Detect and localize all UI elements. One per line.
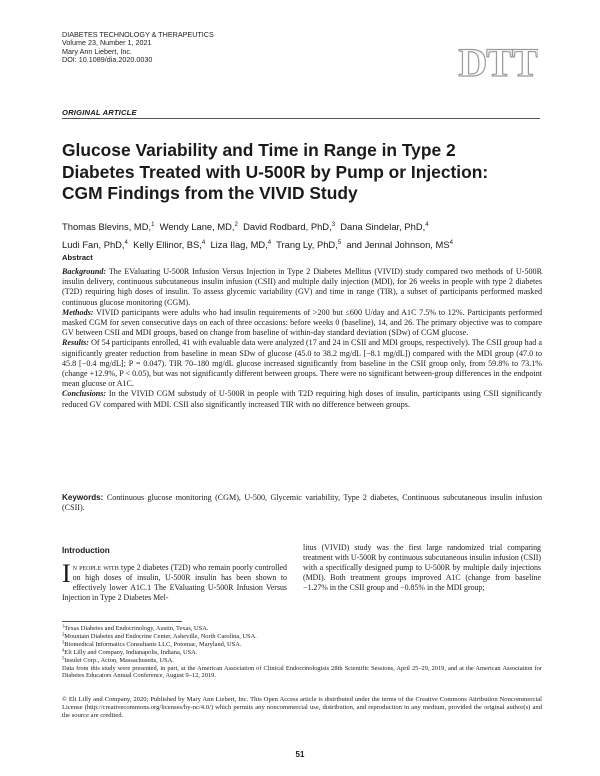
drop-cap: I [62, 559, 71, 588]
journal-name: DIABETES TECHNOLOGY & THERAPEUTICS [62, 30, 214, 39]
affiliation-footnote: $^1$Texas Diabetes and Endocrinology, Austin, Texas, USA. [62, 623, 209, 632]
article-title: Glucose Variability and Time in Range in Type 2 Diabetes Treated with U-500R by Pump or Injection: CGM Findings from the VIVID Study [62, 140, 489, 203]
abstract-heading: Abstract [62, 253, 93, 262]
author: Dana Sindelar, PhD,$^4$ [340, 221, 429, 232]
author: Thomas Blevins, MD,$^1$ [62, 221, 155, 232]
affiliation-footnote: $^2$Mountain Diabetes and Endocrine Center, Asheville, North Carolina, USA. [62, 631, 257, 640]
author: David Rodbard, PhD,$^3$ [243, 221, 336, 232]
abstract-background: Background: The EValuating U-500R Infusion Versus Injection in Type 2 Diabetes Mellitus (VIVID) study compared two methods of U-500R insulin delivery, continuous subcutaneous insulin infusion (CSII) and multiple daily injection (MDI), for 26 weeks in people with type 2 diabetes (T2D) requiring high doses of insulin. To assess glycemic variability (GV) and time in range (TIR), a subset of participants performed masked continuous glucose monitoring (CGM). [62, 267, 542, 307]
abstract-body [62, 267, 542, 410]
license-notice: © Eli Lilly and Company, 2020; Published by Mary Ann Liebert, Inc. This Open Access article is distributed under the terms of the Creative Commons Attribution Noncommercial License (http://creativecommons.org/licenses/by-nc/4.0/) which permits any noncommercial use, distribution, and reproduction in any medium, provided the original author(s) and the source are credited. [62, 696, 542, 719]
abstract-methods: Methods: VIVID participants were adults who had insulin requirements of >200 but ≤600 U/day and A1C 7.5% to 12%. Participants performed masked CGM for seven consecutive days on each of three occasions: before weeks 0 (baseline), 14, and 26. The primary objective was to compare GV between CSII and MDI groups, based on change from baseline of within-day standard deviation (SDw) of CGM glucose. [62, 307, 542, 338]
abstract-conclusions: Conclusions: In the VIVID CGM substudy of U-500R in people with T2D requiring high doses of insulin, participants using CSII significantly reduced GV compared with MDI. CSII also significantly increased TIR with no difference between groups. [62, 389, 542, 409]
page-number: 51 [295, 750, 305, 759]
footnote-divider [62, 621, 182, 622]
lead-in: n people with [72, 563, 119, 572]
journal-logo [458, 40, 538, 84]
author: Liza Ilag, MD,$^4$ [210, 238, 272, 250]
introduction-right-column: litus (VIVID) study was the first large randomized trial comparing treatment with U-500R by continuous subcutaneous insulin infusion (CSII) with a specifically designed pump to U-500R by multiple daily injections (MDI). Both treatment groups improved A1C (change from baseline −1.27% in the CSII group and −0.85% in the MDI group; [303, 543, 541, 593]
introduction-heading: Introduction [62, 546, 110, 555]
author: Trang Ly, PhD,$^5$ [276, 238, 342, 250]
journal-volume: Volume 23, Number 1, 2021 [62, 38, 152, 48]
affiliation-footnote: $^4$Eli Lilly and Company, Indianapolis, Indiana, USA. [62, 647, 198, 656]
presentation-note: Data from this study were presented, in part, at the American Association of Clinical Endocrinologists 28th Scientific Sessions, April 25–29, 2019, and at the American Association for Diabetes Educators Annual Conference, August 9–12, 2019. [62, 664, 542, 680]
author: Wendy Lane, MD,$^2$ [159, 221, 238, 232]
journal-doi: DOI: 10.1089/dia.2020.0030 [62, 54, 153, 64]
abstract-results: Results: Of 54 participants enrolled, 41 with evaluable data were analyzed (17 and 24 in CSII and MDI groups, respectively). The CSII group had a significantly greater reduction from baseline in mean SDw of glucose (45.0 to 38.2 mg/dL [−8.1 mg/dL]) compared with the MDI group (47.0 to 45.8 [−0.4 mg/dL]; P = 0.047). TIR 70–180 mg/dL glucose increased significantly from baseline in the CSII group only, from 59.8% to 73.1% (change +12.9%, P < 0.05), but was not significantly different between groups. There were no significant between-group differences in the endpoint mean glucose or A1C. [62, 338, 542, 389]
keywords-text: Continuous glucose monitoring (CGM), U-500, Glycemic variability, Type 2 diabetes, Continuous subcutaneous insulin infusion (CSII). [62, 493, 542, 513]
journal-publisher: Mary Ann Liebert, Inc. [62, 46, 132, 56]
affiliation-footnote: $^5$Insulet Corp., Acton, Massachusetts, USA. [62, 655, 174, 664]
affiliation-footnote: $^3$Biomedical Informatics Consultants LLC, Potomac, Maryland, USA. [62, 639, 242, 648]
introduction-left-column [62, 559, 287, 603]
author: and Jennal Johnson, $MS^4$ [346, 238, 453, 250]
footnotes [62, 625, 542, 680]
journal-header [62, 31, 362, 64]
author: Ludi Fan, PhD,$^4$ [62, 238, 128, 250]
journal-logo-text: DTT [458, 40, 538, 84]
article-type-label: ORIGINAL ARTICLE [62, 108, 137, 117]
introduction-left-text: type 2 diabetes (T2D) who remain poorly controlled on high doses of insulin, U-500R insulin has been shown to effectively lower A1C.1 The EValuating U-500R Infusion Versus Injection in Type 2 Diabetes Mel- [62, 563, 287, 603]
author-list [62, 218, 540, 253]
keywords-label: Keywords: [62, 493, 104, 502]
keywords [62, 493, 542, 513]
author: Kelly Ellinor, BS,$^4$ [133, 238, 206, 250]
header-divider [62, 118, 540, 119]
